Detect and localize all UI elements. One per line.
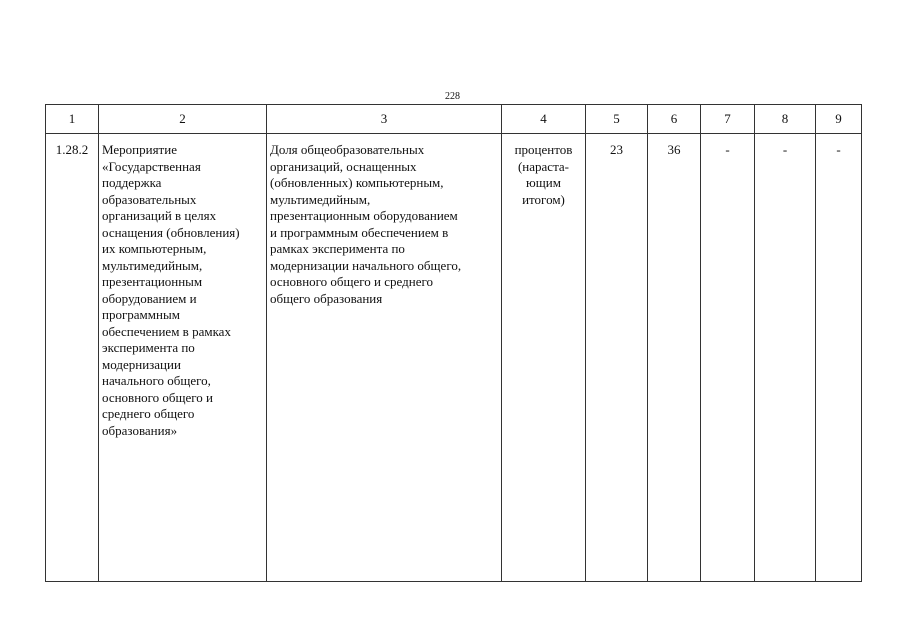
header-col-6: 6 [648,105,701,134]
page-number: 228 [445,91,460,102]
header-col-7: 7 [701,105,755,134]
value-col-5: 23 [586,134,648,582]
header-col-9: 9 [816,105,862,134]
data-table [45,104,862,582]
header-col-5: 5 [586,105,648,134]
header-col-8: 8 [755,105,816,134]
header-col-2: 2 [99,105,267,134]
row-number: 1.28.2 [46,134,99,582]
value-col-7: - [701,134,755,582]
table-row [46,134,862,582]
header-col-3: 3 [267,105,502,134]
header-col-4: 4 [502,105,586,134]
value-col-6: 36 [648,134,701,582]
event-name: Мероприятие «Государственная поддержка образовательных организаций в целях оснащения (обновления) их компьютерным, мультимедийным, презентационным оборудованием и программным обеспечением в рамках эксперимента по модернизации начального общего, основного общего и среднего общего образования» [99,134,267,582]
indicator-name: Доля общеобразовательных организаций, оснащенных (обновленных) компьютерным, мультимедийным, презентационным оборудованием и программным обеспечением в рамках эксперимента по модернизации начального общего, основного общего и среднего общего образования [267,134,502,582]
value-col-8: - [755,134,816,582]
header-col-1: 1 [46,105,99,134]
header-row [46,105,862,134]
unit-of-measure: процентов (нараста- ющим итогом) [502,134,586,582]
value-col-9: - [816,134,862,582]
